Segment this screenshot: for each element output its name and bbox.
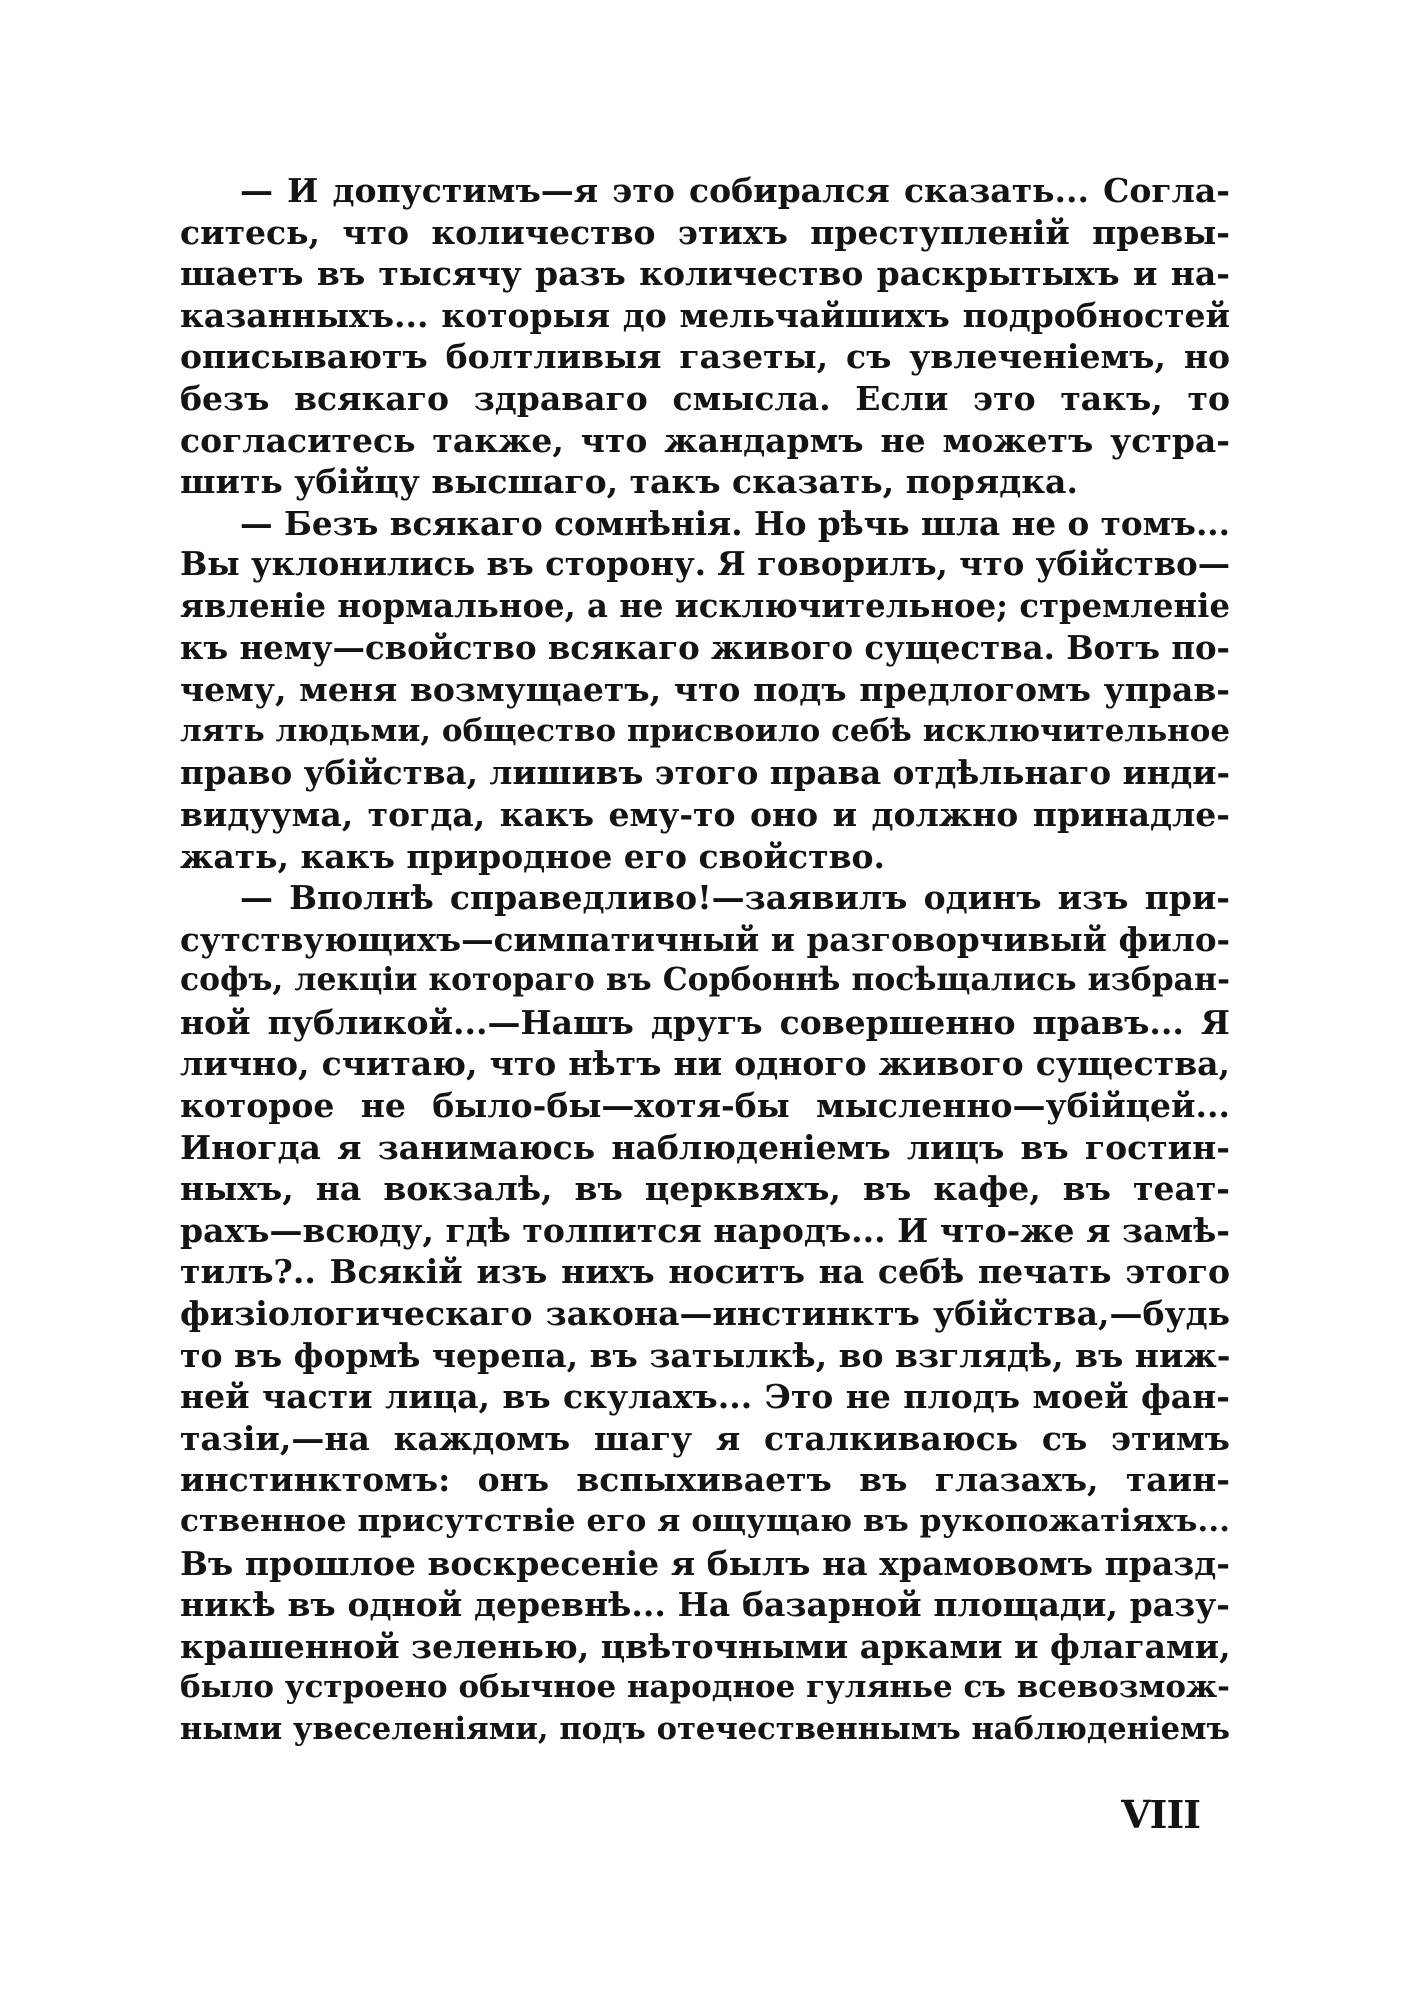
text-line: было устроено обычное народное гулянье съ всевозмож- [180, 1669, 1230, 1706]
text-line: чему, меня возмущаетъ, что подъ предлогомъ управ- [180, 670, 1230, 710]
text-line: шаетъ въ тысячу разъ количество раскрытыхъ и на- [180, 254, 1230, 294]
text-line: лять людьми, общество присвоило себѣ исключительное [180, 712, 1230, 749]
text-line: къ нему—свойство всякаго живого существа. Вотъ по- [180, 628, 1230, 667]
text-line: ными увеселеніями, подъ отечественнымъ наблюденіемъ [180, 1710, 1230, 1747]
text-line: безъ всякаго здраваго смысла. Если это такъ, то [180, 378, 1230, 418]
text-line: ственное присутствіе его я ощущаю въ рукопожатіяхъ... [180, 1503, 1230, 1539]
text-line: — И допустимъ—я это собирался сказать... Согла- [240, 171, 1230, 210]
text-line: — Безъ всякаго сомнѣнія. Но рѣчь шла не о томъ... [240, 503, 1230, 543]
text-line: то въ формѣ черепа, въ затылкѣ, во взглядѣ, въ ниж- [180, 1335, 1231, 1375]
text-line: шить убійцу высшаго, такъ сказать, порядка. [180, 462, 1078, 502]
text-line: инстинктомъ: онъ вспыхиваетъ въ глазахъ, таин- [180, 1460, 1230, 1500]
text-line: Въ прошлое воскресеніе я былъ на храмовомъ празд- [180, 1543, 1230, 1583]
text-line: согласитесь также, что жандармъ не можетъ устра- [180, 420, 1230, 460]
text-line: ситесь, что количество этихъ преступленій превы- [180, 212, 1230, 252]
text-line: ной публикой...—Нашъ другъ совершенно правъ... Я [180, 1002, 1230, 1042]
text-line: ныхъ, на вокзалѣ, въ церквяхъ, въ кафе, въ теат- [180, 1169, 1230, 1209]
text-line: Вы уклонились въ сторону. Я говорилъ, что убійство— [180, 545, 1230, 584]
text-line: рахъ—всюду, гдѣ толпится народъ... И что-же я замѣ- [180, 1210, 1230, 1250]
text-line: которое не было-бы—хотя-бы мысленно—убійцей... [180, 1086, 1230, 1126]
text-line: право убійства, лишивъ этого права отдѣльнаго инди- [180, 753, 1230, 793]
text-line: Иногда я занимаюсь наблюденіемъ лицъ въ гостин- [180, 1127, 1230, 1167]
text-line: ней части лица, въ скулахъ... Это не плодъ моей фан- [180, 1377, 1230, 1417]
text-line: казанныхъ... которыя до мельчайшихъ подробностей [180, 295, 1230, 335]
page-number: VIII [1121, 1792, 1200, 1837]
text-line: видуума, тогда, какъ ему-то оно и должно принадле- [180, 794, 1230, 834]
text-line: — Вполнѣ справедливо!—заявилъ одинъ изъ при- [240, 878, 1230, 918]
text-line: физіологическаго закона—инстинктъ убійства,—будь [180, 1294, 1230, 1334]
text-line: описываютъ болтливыя газеты, съ увлеченіемъ, но [180, 337, 1230, 377]
body-text [180, 170, 1230, 1751]
text-line: тилъ?.. Всякій изъ нихъ носитъ на себѣ печать этого [180, 1252, 1230, 1292]
text-line: крашенной зеленью, цвѣточными арками и флагами, [180, 1626, 1231, 1666]
text-line: лично, считаю, что нѣтъ ни одного живого существа, [180, 1044, 1230, 1084]
text-line: явленіе нормальное, а не исключительное; стремленіе [180, 586, 1230, 625]
text-line: софъ, лекціи котораго въ Сорбоннѣ посѣщались избран- [180, 962, 1230, 999]
text-line: жать, какъ природное его свойство. [180, 836, 886, 876]
text-line: тазіи,—на каждомъ шагу я сталкиваюсь съ этимъ [180, 1418, 1230, 1458]
text-line: никѣ въ одной деревнѣ... На базарной площади, разу- [180, 1585, 1230, 1625]
text-line: сутствующихъ—симпатичный и разговорчивый фило- [180, 919, 1230, 959]
